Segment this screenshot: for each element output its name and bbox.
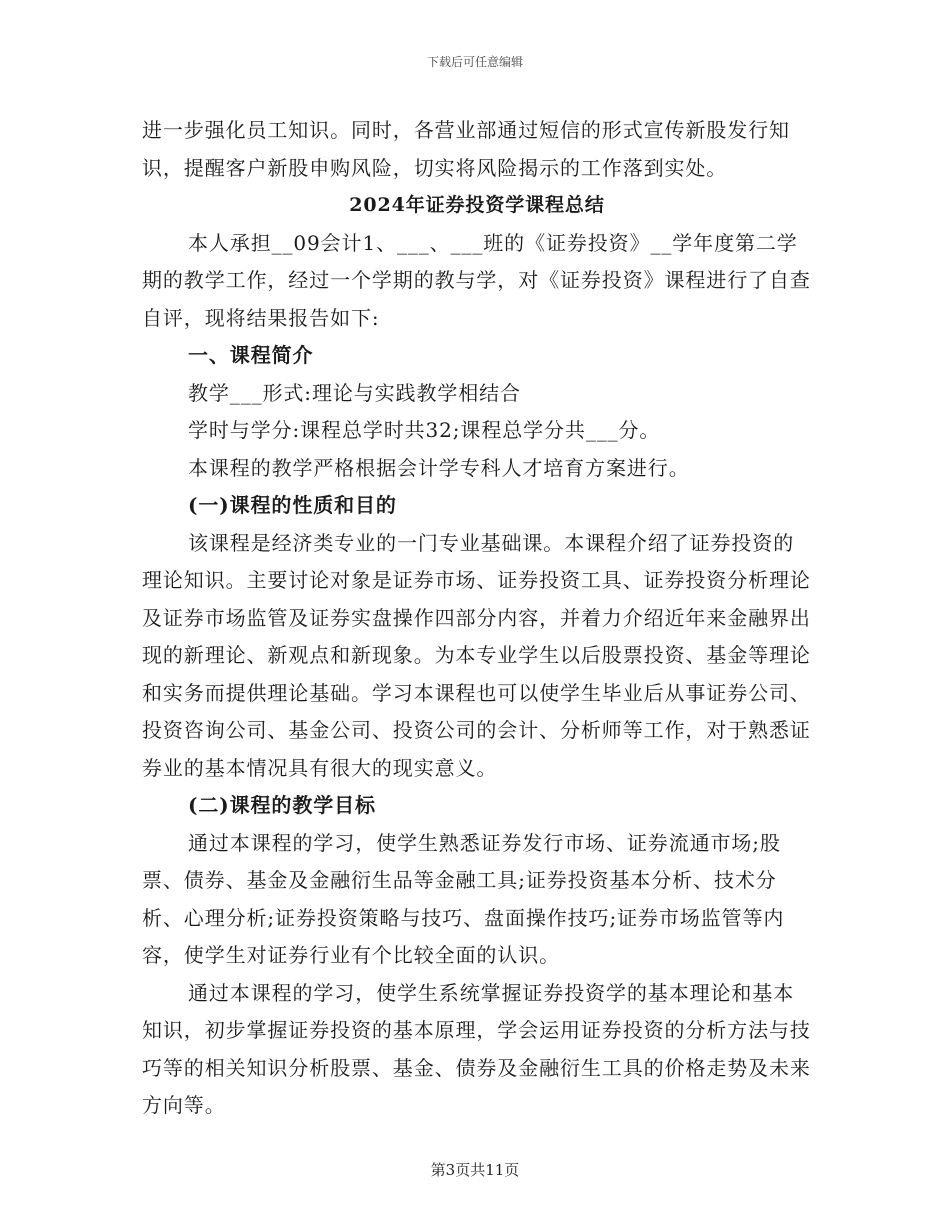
intro-paragraph: 进一步强化员工知识。同时，各营业部通过短信的形式宣传新股发行知识，提醒客户新股申购风险，切实将风险揭示的工作落到实处。 [142, 118, 790, 180]
page-number-footer: 第3页共11页 [430, 1161, 520, 1179]
hours-credits-line: 学时与学分:课程总学时共32;课程总学分共___分。 [188, 418, 661, 442]
teaching-form-line: 教学___形式:理论与实践教学相结合 [188, 380, 521, 405]
subsection-heading-teaching-goals: (二)课程的教学目标 [188, 793, 376, 817]
page-header-note: 下载后可任意编辑 [426, 55, 523, 69]
opening-paragraph: 本人承担__09会计1、___、___班的《证券投资》__学年度第二学期的教学工作，经过一个学期的教与学，对《证券投资》课程进行了自查自评，现将结果报告如下: [142, 230, 811, 330]
document-title: 2024年证券投资学课程总结 [349, 194, 605, 216]
plan-line: 本课程的教学严格根据会计学专科人才培育方案进行。 [188, 455, 690, 480]
subsection-heading-nature-purpose: (一)课程的性质和目的 [188, 493, 397, 517]
teaching-goals-paragraph-1: 通过本课程的学习，使学生熟悉证券发行市场、证券流通市场;股票、债券、基金及金融衍生品等金融工具;证券投资基本分析、技术分析、心理分析;证券投资策略与技巧、盘面操作技巧;证券市场监管等内容，使学生对证券行业有个比较全面的认识。 [142, 830, 785, 967]
document-body [142, 112, 812, 1125]
section-heading-course-intro: 一、课程简介 [188, 343, 314, 367]
teaching-goals-paragraph-2: 通过本课程的学习，使学生系统掌握证券投资学的基本理论和基本知识，初步掌握证券投资的基本原理，学会运用证券投资的分析方法与技巧等的相关知识分析股票、基金、债券及金融衍生工具的价格走势及未来方向等。 [142, 980, 811, 1117]
nature-purpose-paragraph: 该课程是经济类专业的一门专业基础课。本课程介绍了证券投资的理论知识。主要讨论对象是证券市场、证券投资工具、证券投资分析理论及证券市场监管及证券实盘操作四部分内容，并着力介绍近年来金融界出现的新理论、新观点和新现象。为本专业学生以后股票投资、基金等理论和实务而提供理论基础。学习本课程也可以使学生毕业后从事证券公司、投资咨询公司、基金公司、投资公司的会计、分析师等工作，对于熟悉证券业的基本情况具有很大的现实意义。 [142, 530, 811, 780]
